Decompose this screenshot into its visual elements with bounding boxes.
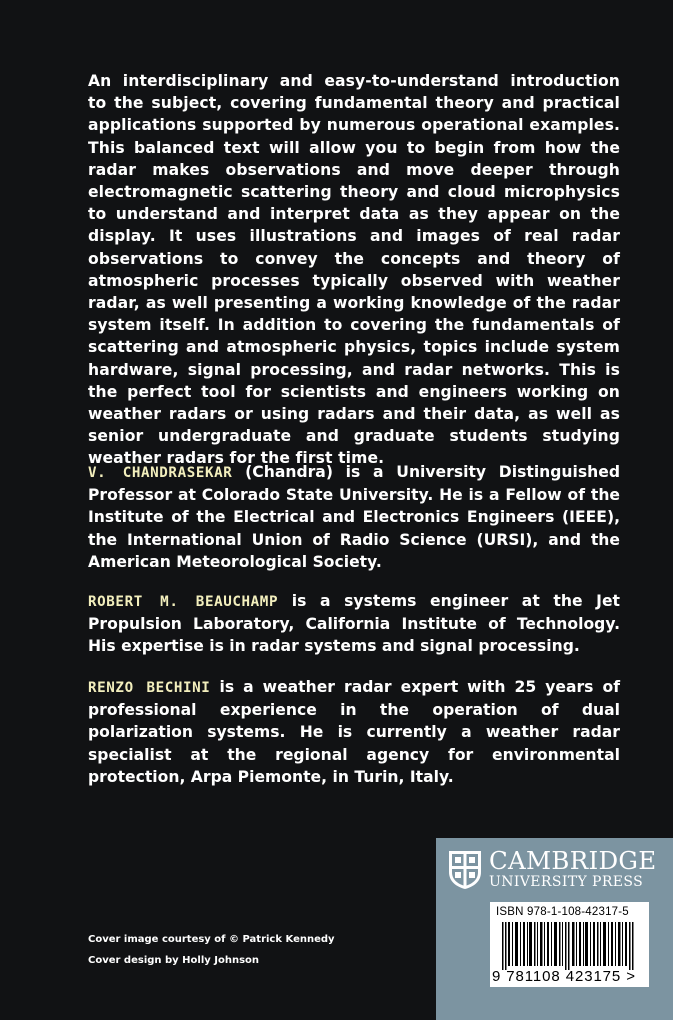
isbn-label: ISBN 978-1-108-42317-5 <box>496 906 629 918</box>
cover-design-credit: Cover design by Holly Johnson <box>88 955 260 966</box>
cambridge-shield-icon <box>448 850 482 890</box>
author-bio-bechini <box>88 676 620 788</box>
barcode <box>490 902 649 987</box>
book-description: An interdisciplinary and easy-to-understand introduction to the subject, covering fundamental theory and practical applications supported by numerous operational examples. This balanced text will allow you to begin from how the radar makes observations and move deeper through electromagnetic scattering theory and cloud microphysics to understand and interpret data as they appear on the display. It uses illustrations and images of real radar observations to convey the concepts and theory of atmospheric processes typically observed with weather radar, as well presenting a working knowledge of the radar system itself. In addition to covering the fundamentals of scattering and atmospheric physics, topics include system hardware, signal processing, and radar networks. This is the perfect tool for scientists and engineers working on weather radars or using radars and their data, as well as senior undergraduate and graduate students studying weather radars for the first time. <box>88 72 620 468</box>
author-name: RENZO BECHINI <box>88 680 211 696</box>
publisher-press: UNIVERSITY PRESS <box>489 874 644 890</box>
publisher-name: CAMBRIDGE <box>489 846 657 875</box>
author-name: ROBERT M. BEAUCHAMP <box>88 594 279 610</box>
author-name: V. CHANDRASEKAR <box>88 465 233 481</box>
author-bio-text: (Chandra) is a University Distinguished Professor at Colorado State University. He is a Fellow of the Institute of the Electrical and Electronics Engineers (IEEE), the International Union of Radio Science (URSI), and the American Meteorological Society. <box>88 463 620 571</box>
author-bio-text: is a systems engineer at the Jet Propulsion Laboratory, California Institute of Technology. His expertise is in radar systems and signal processing. <box>88 592 620 656</box>
cover-credits <box>88 929 335 971</box>
cover-image-credit: Cover image courtesy of © Patrick Kennedy <box>88 934 335 945</box>
author-bio-chandrasekar <box>88 461 620 573</box>
barcode-digits: 9 781108 423175 > <box>492 968 636 985</box>
author-bio-beauchamp <box>88 590 620 658</box>
author-bio-text: is a weather radar expert with 25 years of professional experience in the operation of dual polarization systems. He is currently a weather radar specialist at the regional agency for environmental protection, Arpa Piemonte, in Turin, Italy. <box>88 678 620 786</box>
barcode-bars <box>494 922 645 970</box>
publisher-panel <box>436 838 673 1020</box>
